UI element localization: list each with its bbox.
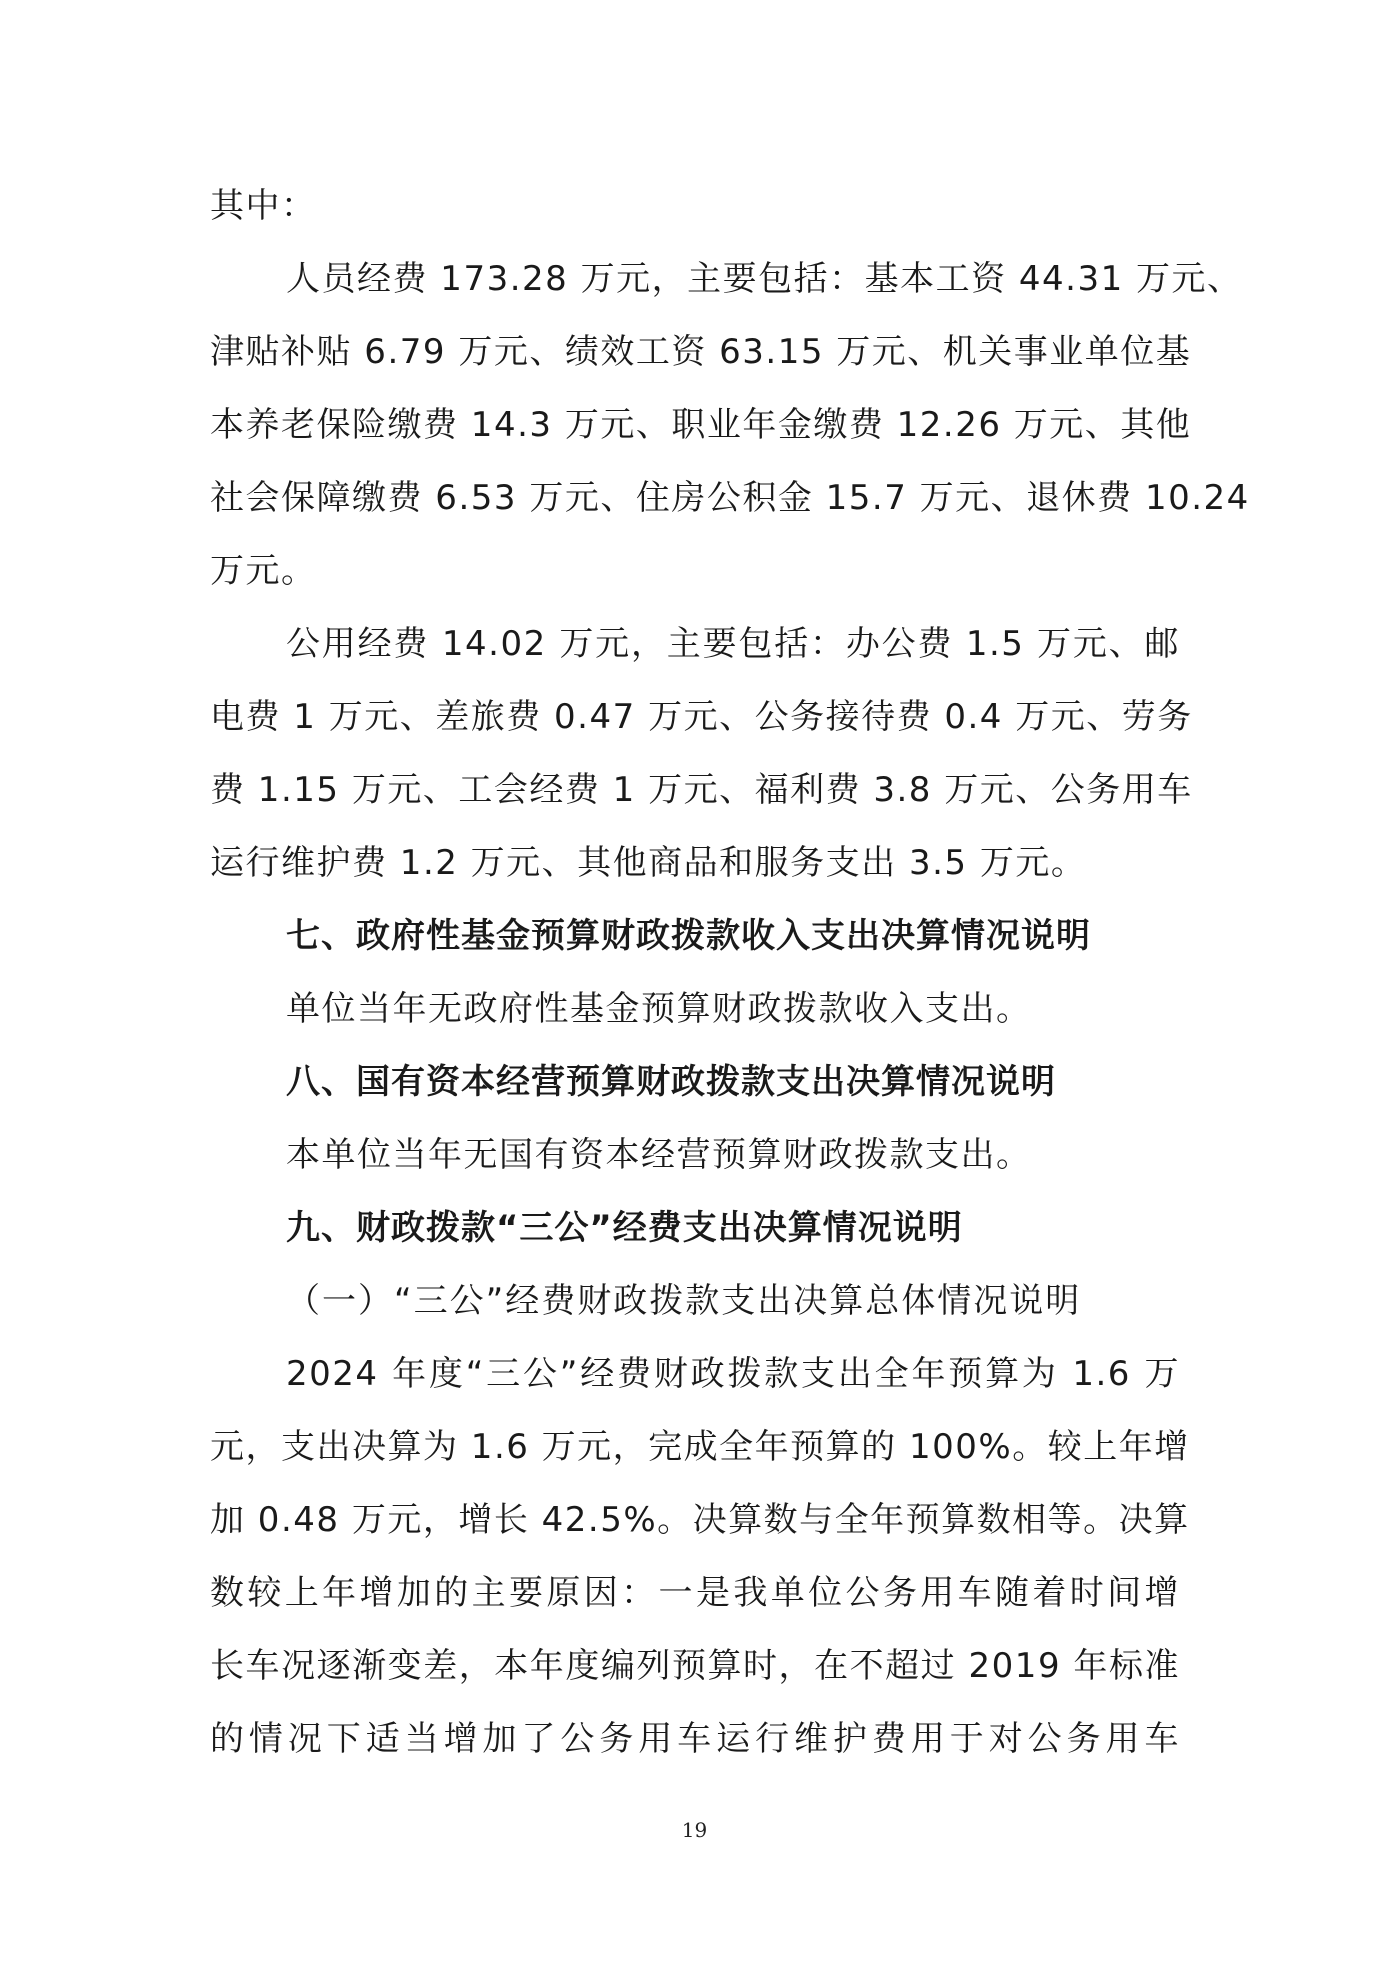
- subsection-heading: （一）“三公”经费财政拨款支出决算总体情况说明: [286, 1281, 1082, 1321]
- text-line: 其中：: [210, 186, 317, 226]
- text-line: 长车况逐渐变差，本年度编列预算时，在不超过 2019 年标准: [210, 1646, 1180, 1686]
- text-line: 运行维护费 1.2 万元、其他商品和服务支出 3.5 万元。: [210, 843, 1087, 883]
- text-line: 单位当年无政府性基金预算财政拨款收入支出。: [286, 989, 1032, 1029]
- document-body: [210, 170, 1250, 1776]
- text-line: 本养老保险缴费 14.3 万元、职业年金缴费 12.26 万元、其他: [210, 405, 1192, 445]
- text-line: 数较上年增加的主要原因：一是我单位公务用车随着时间增: [210, 1573, 1180, 1613]
- text-line: 2024 年度“三公”经费财政拨款支出全年预算为 1.6 万: [286, 1354, 1180, 1394]
- text-line: 社会保障缴费 6.53 万元、住房公积金 15.7 万元、退休费 10.24: [210, 478, 1250, 518]
- text-line: 的情况下适当增加了公务用车运行维护费用于对公务用车: [210, 1719, 1180, 1759]
- text-line: 人员经费 173.28 万元，主要包括：基本工资 44.31 万元、: [286, 259, 1243, 299]
- text-line: 公用经费 14.02 万元，主要包括：办公费 1.5 万元、邮: [286, 624, 1180, 664]
- text-line: 加 0.48 万元，增长 42.5%。决算数与全年预算数相等。决算: [210, 1500, 1190, 1540]
- text-line: 电费 1 万元、差旅费 0.47 万元、公务接待费 0.4 万元、劳务: [210, 697, 1193, 737]
- text-line: 本单位当年无国有资本经营预算财政拨款支出。: [286, 1135, 1032, 1175]
- section-heading: 八、国有资本经营预算财政拨款支出决算情况说明: [286, 1062, 1056, 1102]
- text-line: 万元。: [210, 551, 317, 591]
- page-number: 19: [681, 1818, 708, 1842]
- text-line: 费 1.15 万元、工会经费 1 万元、福利费 3.8 万元、公务用车: [210, 770, 1193, 810]
- section-heading: 九、财政拨款“三公”经费支出决算情况说明: [286, 1208, 963, 1248]
- text-line: 津贴补贴 6.79 万元、绩效工资 63.15 万元、机关事业单位基: [210, 332, 1192, 372]
- text-line: 元，支出决算为 1.6 万元，完成全年预算的 100%。较上年增: [210, 1427, 1190, 1467]
- section-heading: 七、政府性基金预算财政拨款收入支出决算情况说明: [286, 916, 1091, 956]
